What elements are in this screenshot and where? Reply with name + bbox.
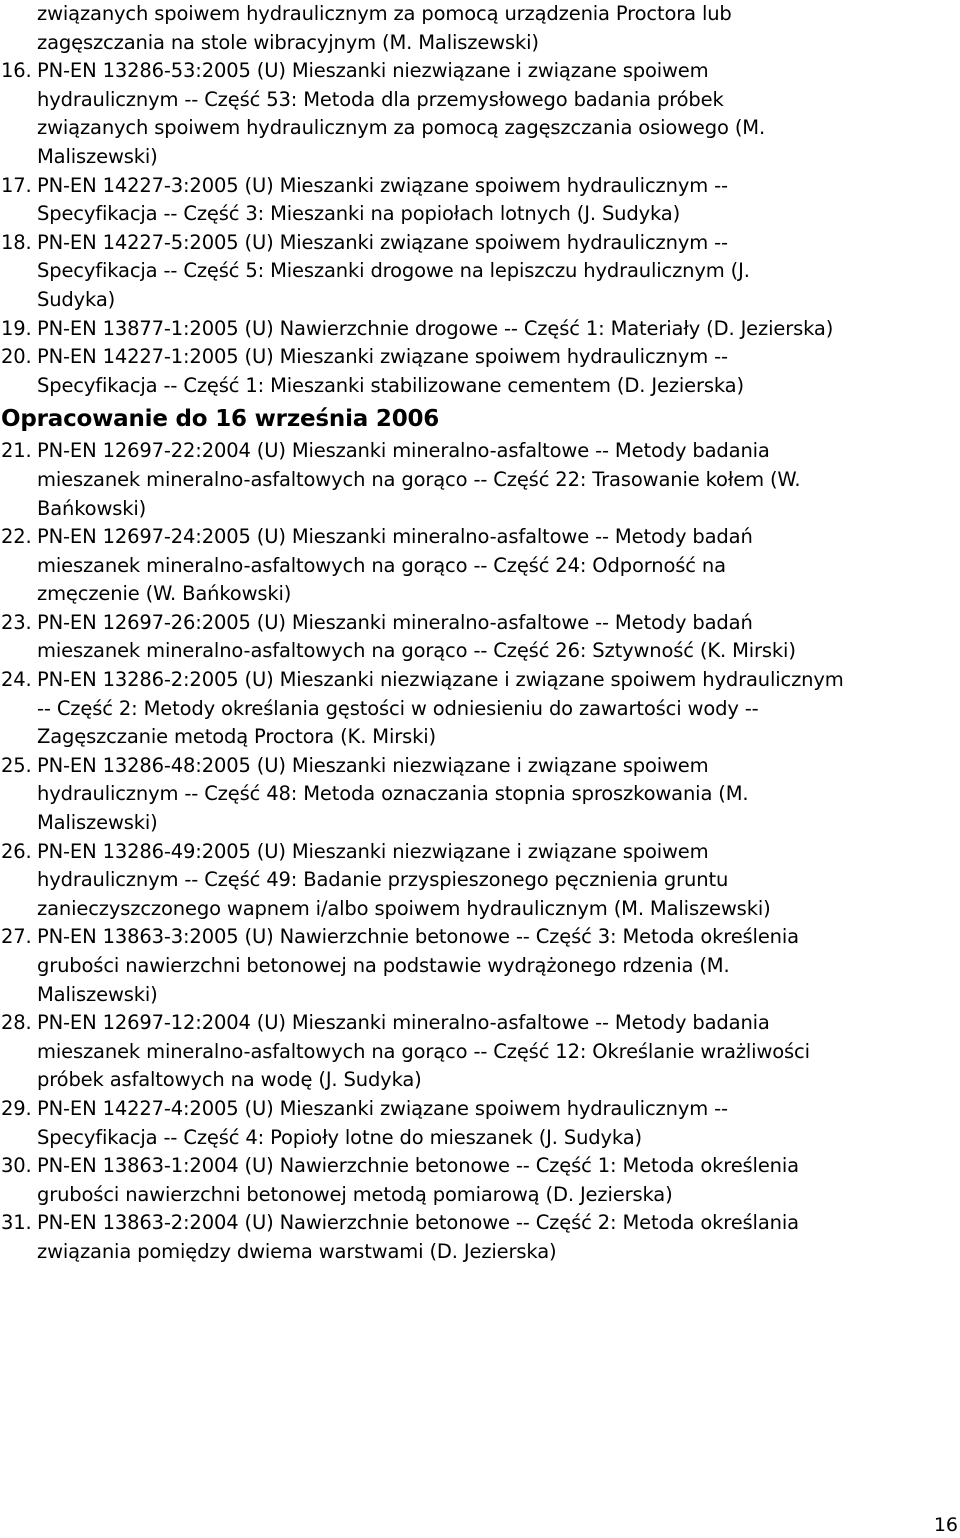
list-item-text: Specyfikacja -- Część 1: Mieszanki stabilizowane cementem (D. Jezierska) — [37, 373, 744, 397]
list-item-number: 23. — [1, 610, 32, 634]
list-item-line — [0, 257, 958, 286]
list-item-line — [0, 229, 958, 258]
list-item-line — [0, 143, 958, 172]
list-item-line — [0, 57, 958, 86]
list-item-number: 24. — [1, 668, 32, 692]
list-item — [0, 0, 958, 57]
list-item-text: PN-EN 14227-1:2005 (U) Mieszanki związane spoiwem hydraulicznym -- — [37, 345, 728, 369]
list-item-line — [0, 780, 958, 809]
list-item-text: Specyfikacja -- Część 4: Popioły lotne do mieszanek (J. Sudyka) — [37, 1125, 642, 1149]
list-item-text: PN-EN 13286-53:2005 (U) Mieszanki niezwiązane i związane spoiwem — [37, 59, 709, 83]
list-item-text: PN-EN 12697-26:2005 (U) Mieszanki mineralno-asfaltowe -- Metody badań — [37, 610, 753, 634]
list-item-line — [0, 838, 958, 867]
list-item-line — [0, 552, 958, 581]
list-item-line — [0, 466, 958, 495]
list-item-text: grubości nawierzchni betonowej na podstawie wydrążonego rdzenia (M. — [37, 954, 730, 977]
list-item-number: 28. — [1, 1011, 32, 1035]
list-item-text: Bańkowski) — [37, 496, 147, 520]
list-item-text: hydraulicznym -- Część 49: Badanie przyspieszonego pęcznienia gruntu — [37, 868, 729, 892]
list-item — [0, 523, 958, 609]
list-item-text: Maliszewski) — [37, 811, 158, 835]
list-item-text: PN-EN 12697-12:2004 (U) Mieszanki mineralno-asfaltowe -- Metody badania — [37, 1011, 770, 1035]
list-item-text: zanieczyszczonego wapnem i/albo spoiwem hydraulicznym (M. Maliszewski) — [37, 896, 771, 920]
list-item-text: PN-EN 12697-24:2005 (U) Mieszanki mineralno-asfaltowe -- Metody badań — [37, 525, 753, 549]
list-item-number: 20. — [1, 345, 32, 369]
list-item-line — [0, 523, 958, 552]
list-item-line — [0, 114, 958, 143]
list-item-text: PN-EN 13863-1:2004 (U) Nawierzchnie betonowe -- Część 1: Metoda określenia — [37, 1154, 799, 1178]
list-item-text: PN-EN 12697-22:2004 (U) Mieszanki mineralno-asfaltowe -- Metody badania — [37, 439, 770, 463]
list-item-text: zmęczenie (W. Bańkowski) — [37, 582, 292, 606]
list-item-text: PN-EN 14227-3:2005 (U) Mieszanki związane spoiwem hydraulicznym -- — [37, 173, 728, 197]
list-item-text: PN-EN 13863-2:2004 (U) Nawierzchnie betonowe -- Część 2: Metoda określania — [37, 1211, 799, 1235]
list-item-number: 19. — [1, 316, 32, 340]
list-item — [0, 1095, 958, 1152]
list-item-line — [0, 1124, 958, 1153]
list-item-line — [0, 343, 958, 372]
list-item — [0, 229, 958, 315]
list-item-line — [0, 200, 958, 229]
list-item-line — [0, 1209, 958, 1238]
list-item-text: związanych spoiwem hydraulicznym za pomocą zagęszczania osiowego (M. — [37, 116, 766, 140]
list-item-text: PN-EN 13877-1:2005 (U) Nawierzchnie drogowe -- Część 1: Materiały (D. Jezierska) — [37, 316, 834, 340]
list-item-line — [0, 1009, 958, 1038]
list-item-text: grubości nawierzchni betonowej metodą pomiarową (D. Jezierska) — [37, 1182, 673, 1206]
standards-list-upper — [0, 0, 958, 400]
list-item — [0, 666, 958, 752]
list-item-line — [0, 1038, 958, 1067]
list-item-line — [0, 923, 958, 952]
list-item-text: PN-EN 13863-3:2005 (U) Nawierzchnie betonowe -- Część 3: Metoda określenia — [37, 925, 799, 949]
list-item-line — [0, 952, 958, 981]
list-item-text: próbek asfaltowych na wodę (J. Sudyka) — [37, 1068, 422, 1092]
list-item — [0, 343, 958, 400]
list-item-line — [0, 723, 958, 752]
list-item-text: związania pomiędzy dwiema warstwami (D. Jezierska) — [37, 1239, 557, 1263]
list-item-line — [0, 1095, 958, 1124]
list-item-text: PN-EN 13286-49:2005 (U) Mieszanki niezwiązane i związane spoiwem — [37, 839, 709, 863]
list-item-text: Maliszewski) — [37, 982, 158, 1006]
list-item-line — [0, 372, 958, 401]
list-item — [0, 1152, 958, 1209]
list-item-text: PN-EN 14227-4:2005 (U) Mieszanki związane spoiwem hydraulicznym -- — [37, 1096, 728, 1120]
list-item-text: hydraulicznym -- Część 48: Metoda oznaczania stopnia sproszkowania (M. — [37, 782, 749, 806]
list-item — [0, 838, 958, 924]
list-item-text: Zagęszczanie metodą Proctora (K. Mirski) — [37, 725, 436, 749]
list-item-text: PN-EN 13286-48:2005 (U) Mieszanki niezwiązane i związane spoiwem — [37, 753, 709, 777]
list-item-line — [0, 666, 958, 695]
list-item-line — [0, 172, 958, 201]
list-item-text: Maliszewski) — [37, 144, 158, 168]
list-item — [0, 1009, 958, 1095]
list-item — [0, 57, 958, 171]
list-item-text: Specyfikacja -- Część 3: Mieszanki na popiołach lotnych (J. Sudyka) — [37, 202, 681, 226]
list-item-line — [0, 752, 958, 781]
list-item-text: Sudyka) — [37, 287, 116, 311]
list-item-line — [0, 495, 958, 524]
list-item-number: 22. — [1, 525, 32, 549]
list-item-number: 27. — [1, 925, 32, 949]
list-item-number: 25. — [1, 753, 32, 777]
list-item-line — [0, 866, 958, 895]
list-item-line — [0, 0, 958, 29]
list-item-line — [0, 695, 958, 724]
list-item-text: mieszanek mineralno-asfaltowych na gorąco -- Część 26: Sztywność (K. Mirski) — [37, 639, 796, 663]
list-item — [0, 315, 958, 344]
list-item — [0, 172, 958, 229]
list-item-line — [0, 315, 958, 344]
list-item-number: 16. — [1, 59, 32, 83]
list-item-number: 18. — [1, 230, 32, 254]
list-item-line — [0, 1066, 958, 1095]
list-item-line — [0, 609, 958, 638]
list-item-line — [0, 895, 958, 924]
list-item — [0, 923, 958, 1009]
list-item-text: mieszanek mineralno-asfaltowych na gorąco -- Część 12: Określanie wrażliwości — [37, 1039, 810, 1063]
list-item-number: 26. — [1, 839, 32, 863]
list-item-text: Specyfikacja -- Część 5: Mieszanki drogowe na lepiszczu hydraulicznym (J. — [37, 259, 750, 283]
list-item-line — [0, 637, 958, 666]
list-item-number: 17. — [1, 173, 32, 197]
list-item-line — [0, 29, 958, 58]
list-item-line — [0, 580, 958, 609]
list-item-line — [0, 86, 958, 115]
list-item-line — [0, 809, 958, 838]
list-item-text: zagęszczania na stole wibracyjnym (M. Maliszewski) — [37, 30, 539, 54]
list-item — [0, 1209, 958, 1266]
list-item-text: mieszanek mineralno-asfaltowych na gorąco -- Część 24: Odporność na — [37, 553, 726, 577]
list-item — [0, 437, 958, 523]
list-item-text: mieszanek mineralno-asfaltowych na gorąco -- Część 22: Trasowanie kołem (W. — [37, 467, 801, 491]
page-number: 16 — [933, 1514, 958, 1536]
list-item-text: PN-EN 14227-5:2005 (U) Mieszanki związane spoiwem hydraulicznym -- — [37, 230, 728, 254]
list-item-number: 21. — [1, 439, 32, 463]
list-item-text: -- Część 2: Metody określania gęstości w odniesieniu do zawartości wody -- — [37, 696, 759, 720]
standards-list-lower — [0, 437, 958, 1266]
list-item-text: hydraulicznym -- Część 53: Metoda dla przemysłowego badania próbek — [37, 87, 724, 111]
list-item-text: PN-EN 13286-2:2005 (U) Mieszanki niezwiązane i związane spoiwem hydraulicznym — [37, 668, 844, 692]
section-heading: Opracowanie do 16 września 2006 — [1, 406, 440, 433]
list-item-line — [0, 1181, 958, 1210]
list-item — [0, 609, 958, 666]
list-item-line — [0, 437, 958, 466]
list-item-line — [0, 981, 958, 1010]
list-item-line — [0, 1238, 958, 1267]
list-item — [0, 752, 958, 838]
list-item-line — [0, 1152, 958, 1181]
list-item-number: 30. — [1, 1154, 32, 1178]
list-item-text: związanych spoiwem hydraulicznym za pomocą urządzenia Proctora lub — [37, 2, 732, 25]
list-item-number: 31. — [1, 1211, 32, 1235]
list-item-number: 29. — [1, 1096, 32, 1120]
list-item-line — [0, 286, 958, 315]
